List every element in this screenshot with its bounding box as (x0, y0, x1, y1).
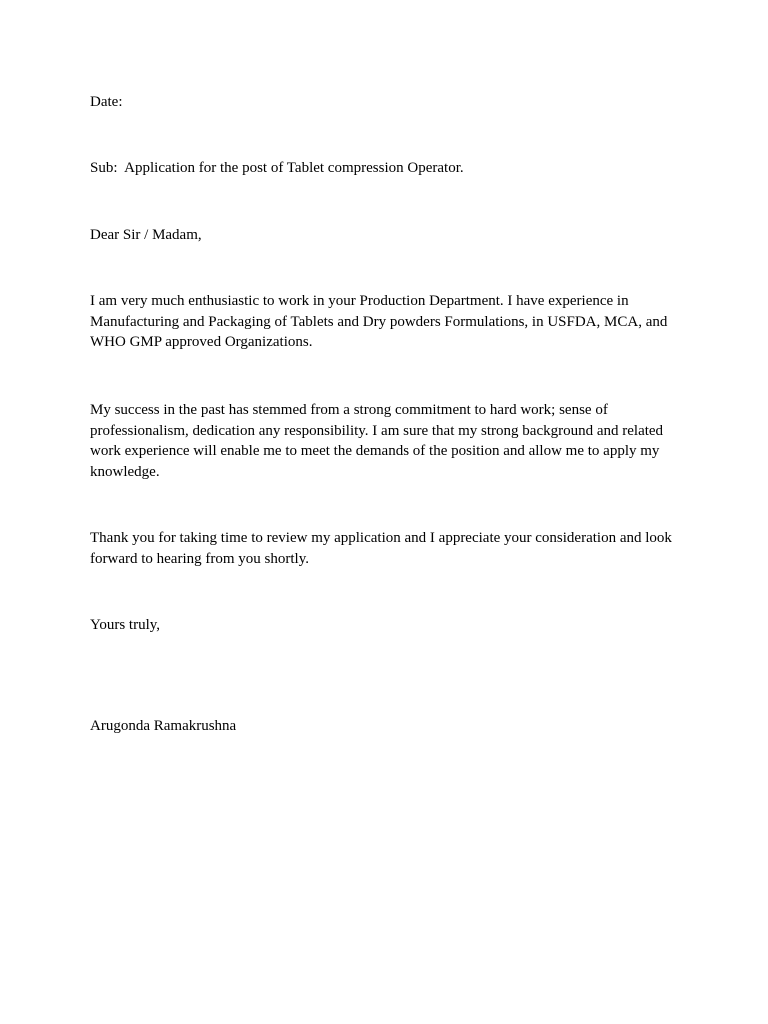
body-paragraph-1: I am very much enthusiastic to work in your Production Department. I have experience in Manufacturing and Packaging of Tablets and Dry powders Formulations, in USFDA, MCA, and WHO GMP approved Organizations. (90, 293, 668, 351)
salutation: Dear Sir / Madam, (90, 227, 202, 243)
signature-name: Arugonda Ramakrushna (90, 718, 237, 734)
date-label: Date: (90, 94, 123, 110)
closing: Yours truly, (90, 617, 161, 633)
subject-line: Sub: Application for the post of Tablet compression Operator. (90, 160, 464, 176)
body-paragraph-3: Thank you for taking time to review my application and I appreciate your consideration and look forward to hearing from you shortly. (90, 530, 672, 567)
body-paragraph-2: My success in the past has stemmed from a strong commitment to hard work; sense of professionalism, dedication any responsibility. I am sure that my strong background and related work experience will enable me to meet the demands of the position and allow me to apply my knowledge. (90, 402, 664, 481)
